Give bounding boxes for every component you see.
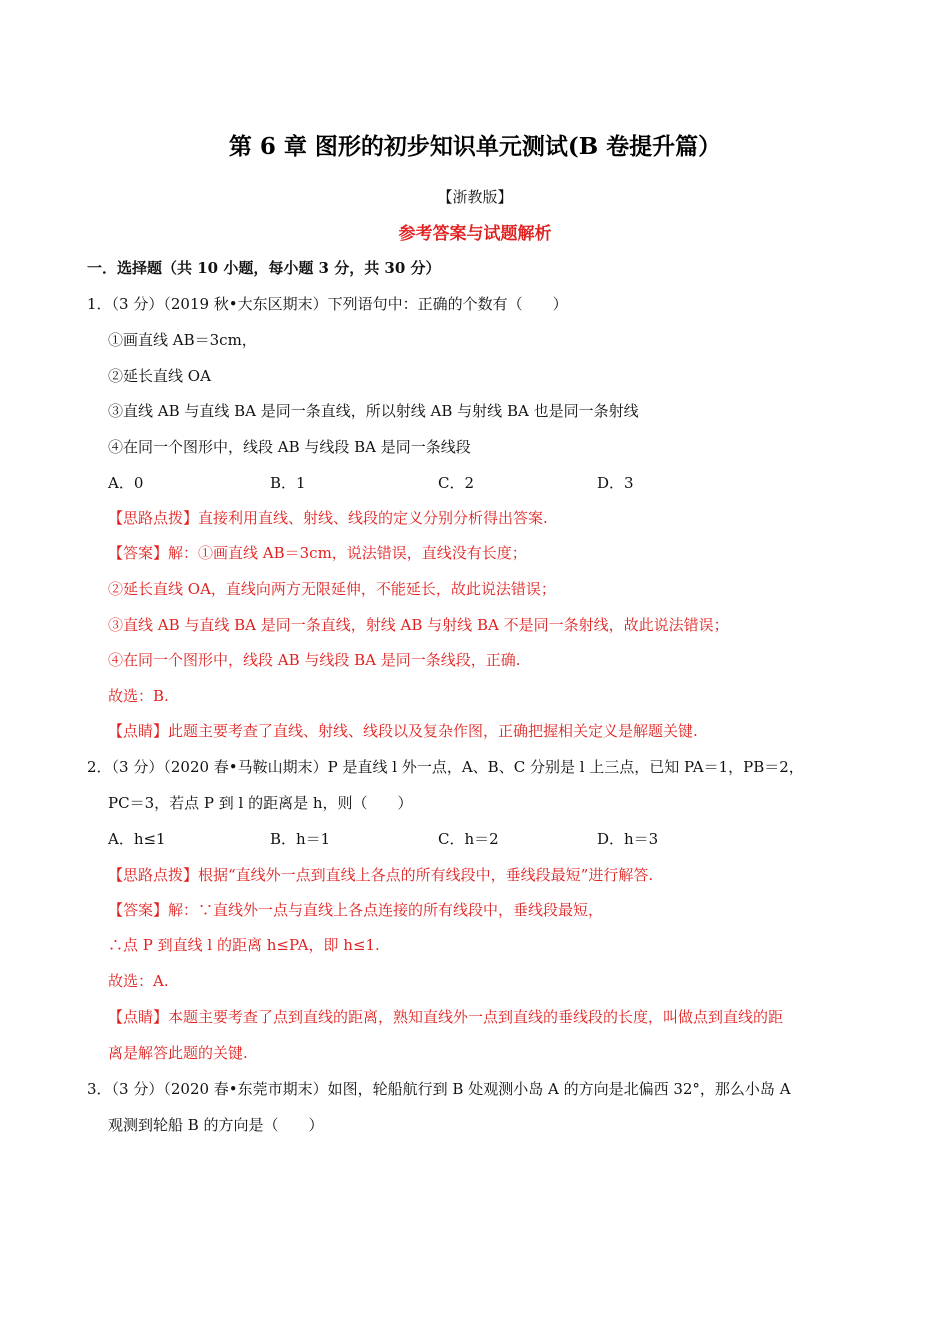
- q2-comment-line-1: 【点睛】本题主要考查了点到直线的距离，熟知直线外一点到直线的垂线段的长度，叫做点到直线的距: [108, 1008, 784, 1026]
- q3-stem-line-2: 观测到轮船 B 的方向是（ ）: [108, 1116, 324, 1134]
- q2-hint: 【思路点拨】根据“直线外一点到直线上各点的所有线段中，垂线段最短”进行解答.: [108, 866, 654, 884]
- q1-answer-line-3: ③直线 AB 与直线 BA 是同一条直线，射线 AB 与射线 BA 不是同一条射线，故此说法错误；: [108, 616, 729, 634]
- q1-option-c: C．2: [438, 474, 475, 492]
- q2-option-d: D．h＝3: [597, 830, 659, 848]
- q1-answer-line-2: ②延长直线 OA，直线向两方无限延伸，不能延长，故此说法错误；: [108, 580, 556, 598]
- q2-stem-line-2: PC＝3，若点 P 到 l 的距离是 h，则（ ）: [108, 794, 413, 812]
- q1-option-d: D．3: [597, 474, 634, 492]
- q1-comment: 【点睛】此题主要考查了直线、射线、线段以及复杂作图，正确把握相关定义是解题关键.: [108, 722, 698, 740]
- q2-stem-line-1: 2．（3 分）（2020 春•马鞍山期末）P 是直线 l 外一点，A、B、C 分别是 l 上三点，已知 PA＝1，PB＝2，: [87, 758, 804, 776]
- q1-choice: 故选：B.: [108, 687, 169, 705]
- q2-option-b: B．h＝1: [270, 830, 331, 848]
- answer-subtitle: 参考答案与试题解析: [398, 224, 552, 244]
- q1-hint: 【思路点拨】直接利用直线、射线、线段的定义分别分析得出答案.: [108, 509, 548, 527]
- q1-statement-1: ①画直线 AB＝3cm，: [108, 331, 257, 349]
- q1-statement-3: ③直线 AB 与直线 BA 是同一条直线，所以射线 AB 与射线 BA 也是同一条射线: [108, 402, 639, 420]
- q1-option-a: A．0: [108, 474, 144, 492]
- q2-answer-line-2: ∴点 P 到直线 l 的距离 h≤PA，即 h≤1.: [108, 936, 380, 954]
- page-title: 第 6 章 图形的初步知识单元测试(B 卷提升篇）: [228, 133, 722, 160]
- section-heading: 一．选择题（共 10 小题，每小题 3 分，共 30 分）: [87, 259, 441, 277]
- q1-answer-line-4: ④在同一个图形中，线段 AB 与线段 BA 是同一条线段，正确.: [108, 651, 521, 669]
- q1-statement-4: ④在同一个图形中，线段 AB 与线段 BA 是同一条线段: [108, 438, 471, 456]
- q2-choice: 故选：A.: [108, 972, 169, 990]
- q1-statement-2: ②延长直线 OA: [108, 367, 211, 385]
- q1-answer-line-1: 【答案】解：①画直线 AB＝3cm，说法错误，直线没有长度；: [108, 544, 527, 562]
- q1-option-b: B．1: [270, 474, 306, 492]
- q2-option-c: C．h＝2: [438, 830, 499, 848]
- q2-option-a: A．h≤1: [108, 830, 166, 848]
- q2-comment-line-2: 离是解答此题的关键.: [108, 1044, 248, 1062]
- q3-stem-line-1: 3．（3 分）（2020 春•东莞市期末）如图，轮船航行到 B 处观测小岛 A 的方向是北偏西 32°，那么小岛 A: [87, 1080, 791, 1098]
- edition-label: 【浙教版】: [437, 188, 513, 206]
- q2-answer-line-1: 【答案】解：∵直线外一点与直线上各点连接的所有线段中，垂线段最短，: [108, 901, 604, 919]
- q1-stem: 1．（3 分）（2019 秋•大东区期末）下列语句中：正确的个数有（ ）: [87, 295, 568, 313]
